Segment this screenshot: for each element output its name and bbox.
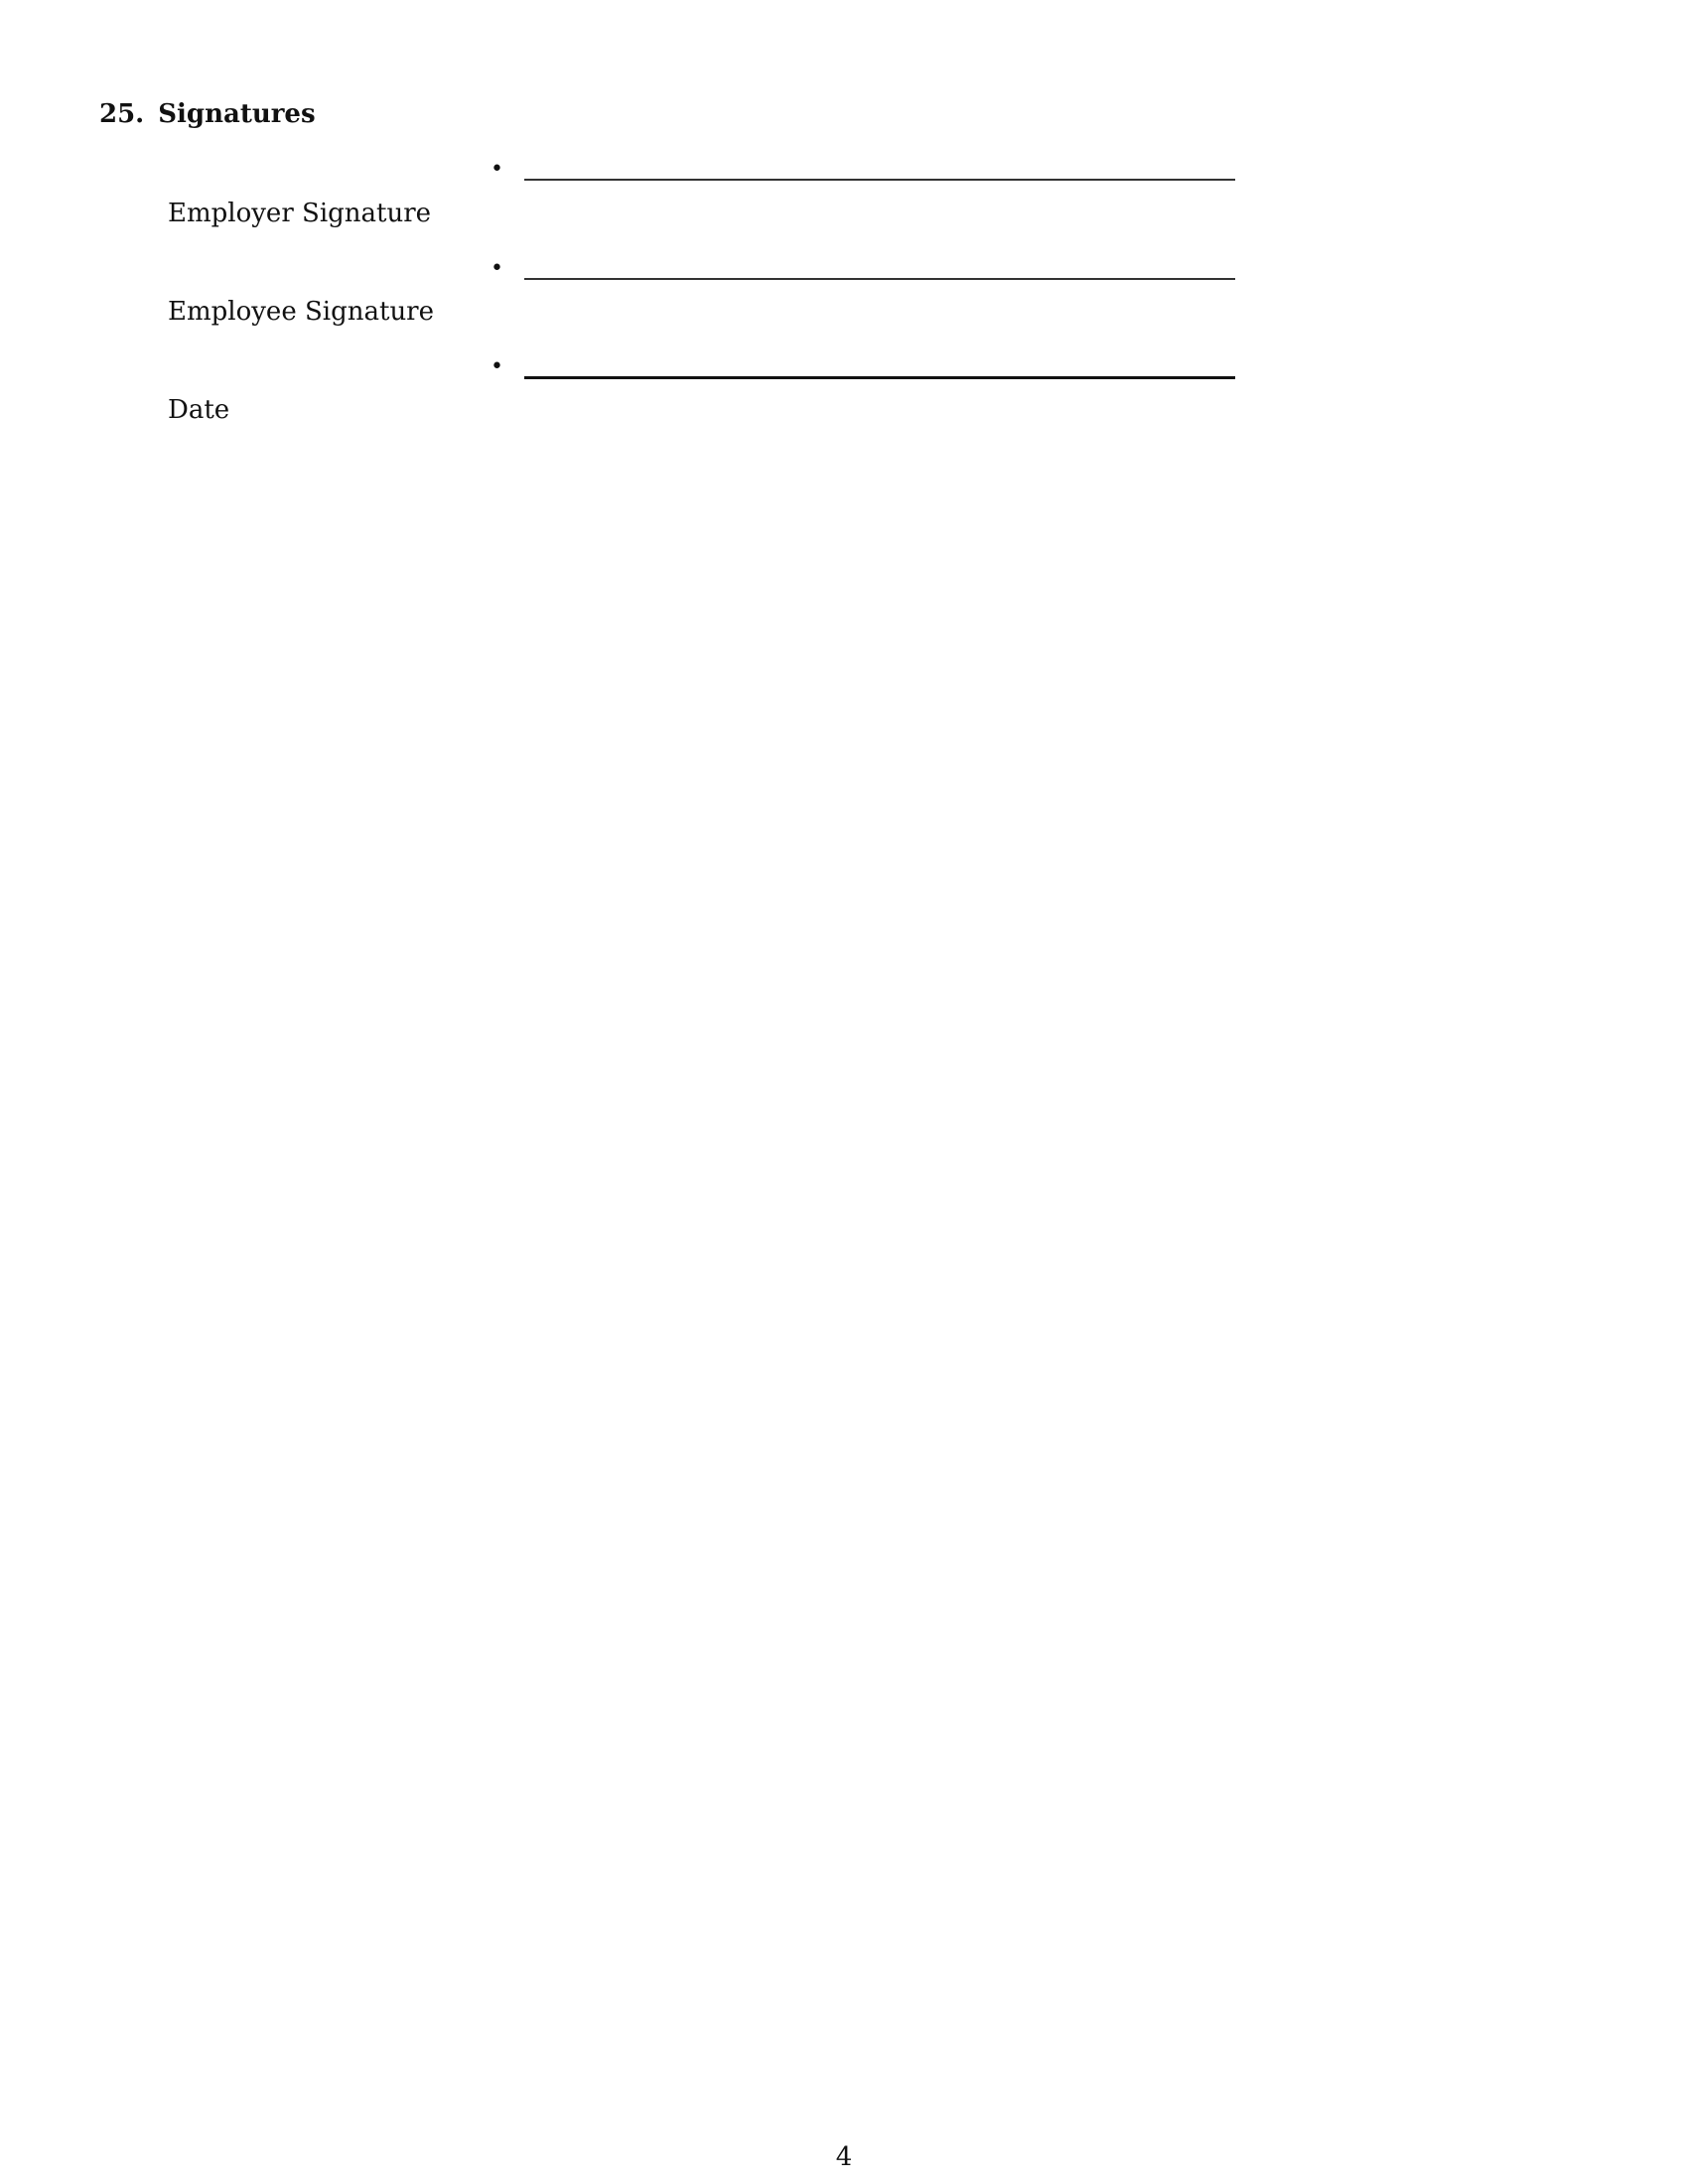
signature-underline xyxy=(524,278,1235,280)
section-number: 25. xyxy=(99,99,145,129)
bullet-icon: • xyxy=(491,157,503,182)
employee-signature-label: Employee Signature xyxy=(168,297,434,327)
bullet-icon: • xyxy=(491,256,503,281)
signature-underline xyxy=(524,179,1235,181)
section-heading xyxy=(99,99,316,129)
employer-signature-label: Employer Signature xyxy=(168,199,432,228)
date-label: Date xyxy=(168,395,230,425)
signature-line-date[interactable] xyxy=(0,346,1688,406)
bullet-icon: • xyxy=(491,354,503,379)
page-number: 4 xyxy=(835,2142,853,2172)
section-title: Signatures xyxy=(158,99,316,129)
date-underline xyxy=(524,376,1235,379)
